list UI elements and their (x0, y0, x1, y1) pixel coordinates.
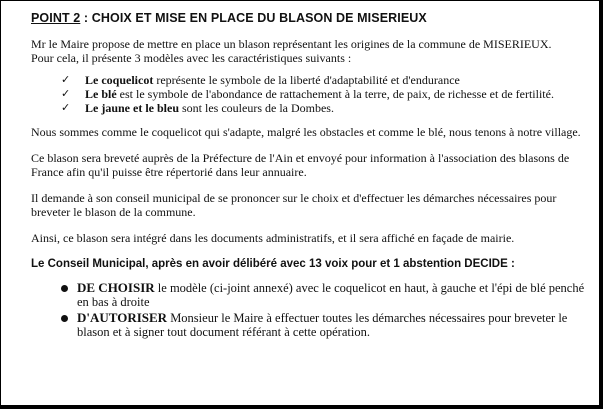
bullet-icon (61, 285, 68, 292)
feature-text: est le symbole de l'abondance de rattachement à la terre, de paix, de richesse et de fertilité. (116, 87, 554, 101)
paragraph-conseil: Il demande à son conseil municipal de se prononcer sur le choix et d'effectuer les démarches nécessaires pour breveter le blason de la commune. (31, 191, 557, 219)
intro-line-2: Pour cela, il présente 3 modèles avec les caractéristiques suivants : (31, 51, 352, 65)
checkmark-icon: ✓ (61, 87, 71, 100)
feature-bold: Le coquelicot (85, 73, 154, 87)
section-title (31, 11, 596, 25)
action-lead: D'AUTORISER (77, 310, 168, 325)
action-item (59, 281, 596, 309)
title-prefix: POINT 2 (31, 11, 81, 25)
paragraph-coquelicot: Nous sommes comme le coquelicot qui s'adapte, malgré les obstacles et comme le blé, nous tenons à notre village. (31, 125, 581, 139)
feature-item (61, 101, 596, 115)
feature-text: représente le symbole de la liberté d'adaptabilité et d'endurance (153, 73, 460, 87)
action-item (59, 311, 596, 339)
feature-text: sont les couleurs de la Dombes. (179, 101, 334, 115)
actions-list (31, 281, 596, 339)
paragraph-integration: Ainsi, ce blason sera intégré dans les documents administratifs, et il sera affiché en façade de mairie. (31, 231, 515, 245)
paragraph-prefecture: Ce blason sera breveté auprès de la Préfecture de l'Ain et envoyé pour information à l'association des blasons de France afin qu'il puisse être répertorié dans leur annuaire. (31, 151, 570, 179)
action-text: le modèle (ci-joint annexé) avec le coquelicot en haut, à gauche et l'épi de blé penché en bas à droite (77, 281, 585, 309)
action-lead: DE CHOISIR (77, 280, 155, 295)
feature-bold: Le jaune et le bleu (85, 101, 179, 115)
checkmark-icon: ✓ (61, 73, 71, 86)
feature-bold: Le blé (85, 87, 117, 101)
title-rest: : CHOIX ET MISE EN PLACE DU BLASON DE MISERIEUX (80, 11, 427, 25)
features-list (31, 73, 596, 115)
feature-item (61, 73, 596, 87)
checkmark-icon: ✓ (61, 101, 71, 114)
feature-item (61, 87, 596, 101)
decision-statement: Le Conseil Municipal, après en avoir délibéré avec 13 voix pour et 1 abstention DECIDE : (31, 258, 515, 270)
intro-line-1: Mr le Maire propose de mettre en place un blason représentant les origines de la commune de MISERIEUX. (31, 37, 552, 51)
intro-paragraph (31, 37, 596, 65)
bullet-icon (61, 315, 68, 322)
action-text: Monsieur le Maire à effectuer toutes les démarches nécessaires pour breveter le blason et à signer tout document référant à cette opération. (77, 311, 568, 339)
document-page (31, 11, 596, 341)
